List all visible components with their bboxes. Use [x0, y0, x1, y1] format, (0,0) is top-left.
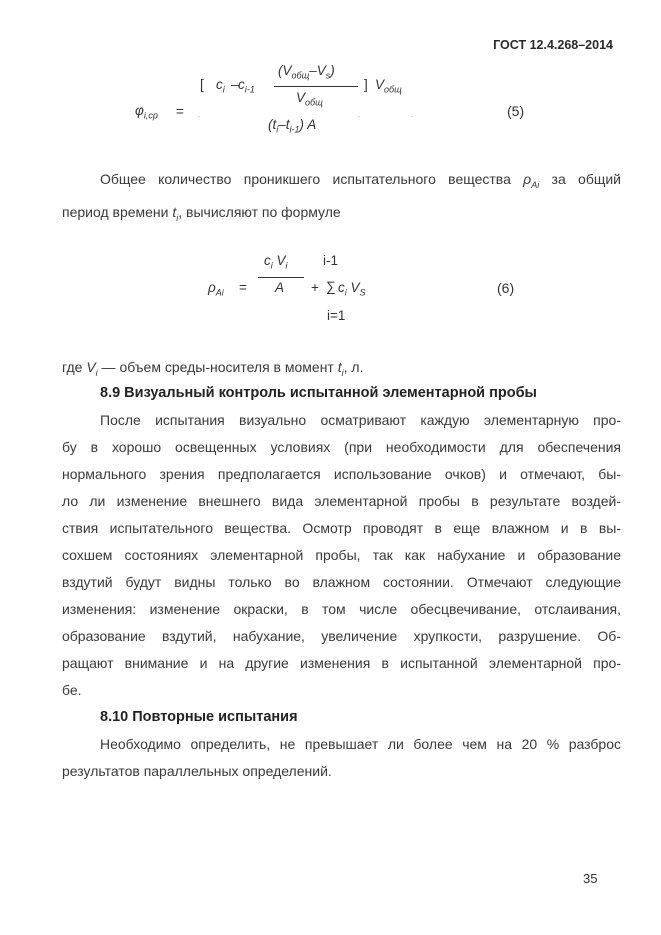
formula5-equals: =: [176, 104, 184, 119]
paragraph-line: вздутий будут видны только во влажном состоянии. Отмечают следующие: [62, 574, 621, 590]
paragraph-line: образование вздутий, набухание, увеличение хрупкости, разрушение. Об-: [62, 628, 621, 644]
formula5-lhs: $\varphi_{i,ср}$: [135, 103, 158, 121]
paragraph-line: результатов параллельных определений.: [62, 763, 332, 779]
formula6-lhs: $\rho_{Ai}$: [208, 280, 224, 298]
formula5-inner-numerator: $(V_{общ}-V_s)$: [278, 63, 335, 81]
formula5-bracket-open: [: [200, 77, 204, 92]
formula6-denominator: A: [275, 280, 285, 295]
paragraph-line: ствия испытательного вещества. Осмотр проводят в еще влажном и в вы-: [62, 520, 621, 536]
formula5-term1: $c_i$: [216, 77, 225, 95]
paragraph-line: ращают внимание и на другие изменения в испытанной элементарной про-: [62, 655, 621, 671]
formula5-denominator: $(t_i-t_{i-1})$ A: [268, 117, 317, 135]
page-number: 35: [583, 871, 598, 886]
paragraph-line: нормального зрения предполагается использование очков) и отмечают, бы-: [62, 466, 621, 482]
section-heading: 8.9 Визуальный контроль испытанной элементарной пробы: [100, 385, 537, 401]
formula5-inner-denominator: $V_{общ}$: [296, 90, 323, 108]
formula6-sum-upper-limit: i-1: [323, 253, 339, 268]
formula6-plus: +: [311, 280, 319, 295]
paragraph-line: После испытания визуально осматривают каждую элементарную про-: [100, 412, 621, 428]
formula6-sum-sign: ∑: [326, 279, 336, 294]
formula5-minus: –: [231, 77, 239, 92]
formula6-fraction-bar: [258, 277, 304, 278]
paragraph-line: Необходимо определить, не превышает ли более чем на 20 % разброс: [100, 736, 621, 752]
formula5-dot-left: .: [198, 110, 201, 119]
paragraph-line: бе.: [62, 682, 82, 698]
formula5-term2: $c_{i-1}$: [238, 77, 255, 95]
paragraph-line: где $V_i$ — объем среды-носителя в момент $t_i$, л.: [62, 359, 364, 378]
formula6-sum-term: $c_i$ $V_S$: [338, 280, 366, 298]
paragraph-line: сохшем состояниях элементарной пробы, так как набухание и образование: [62, 547, 621, 563]
formula5-number: (5): [507, 103, 525, 119]
formula5-inner-fraction-bar: [274, 86, 358, 87]
formula5-dot-mid: .: [358, 110, 361, 119]
paragraph-line: период времени $t_i$, вычисляют по формуле: [62, 203, 341, 223]
paragraph-line: изменения: изменение окраски, в том числе обесцвечивание, отслаивания,: [62, 601, 621, 617]
formula6-sum-lower-limit: i=1: [327, 308, 346, 323]
section-heading: 8.10 Повторные испытания: [100, 709, 298, 725]
formula6-numerator: $c_i$ $V_i$: [264, 253, 288, 271]
paragraph-line: Общее количество проникшего испытательного вещества $\rho_{Ai}$ за общий: [100, 171, 622, 190]
paragraph-line: бу в хорошо освещенных условиях (при необходимости для обеспечения: [62, 439, 621, 455]
section-8-9: [62, 380, 621, 704]
paragraph-total-permeated: [62, 166, 621, 232]
formula5-factor: $V_{общ}$: [375, 77, 402, 95]
section-8-10: [62, 704, 621, 785]
paragraph-line: ло ли изменение внешнего вида элементарной пробы в результате воздей-: [62, 493, 621, 509]
formula5-bracket-close: ]: [364, 77, 368, 92]
formula6-number: (6): [497, 280, 515, 296]
formula5-dot-right: .: [411, 110, 414, 119]
standard-header: ГОСТ 12.4.268–2014: [493, 38, 613, 52]
formula6-equals: =: [239, 280, 247, 295]
